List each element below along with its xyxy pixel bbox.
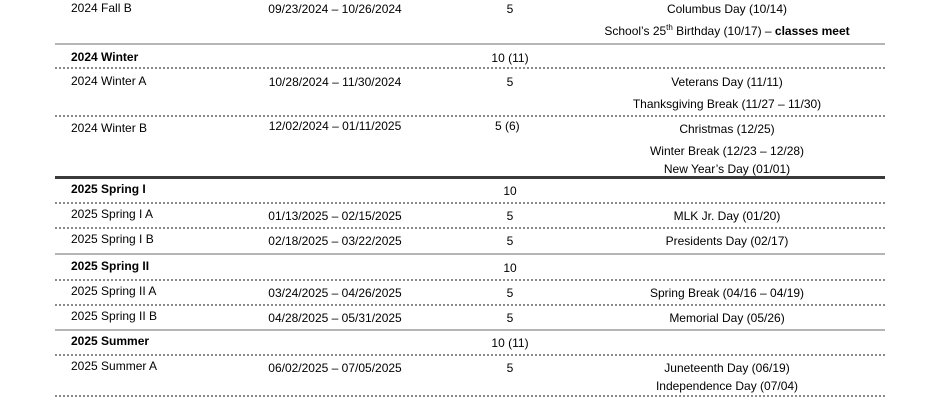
term-dates: 09/23/2024 – 10/26/2024 [268,2,402,16]
section-divider [55,253,885,255]
term-dates: 06/02/2025 – 07/05/2025 [268,361,402,375]
term-name: 2025 Spring I B [71,232,154,246]
section-title: 2025 Summer [71,334,150,348]
term-weeks: 5 [506,286,514,300]
row-divider [55,227,885,229]
holiday: Juneteenth Day (06/19) [664,361,790,375]
term-dates: 10/28/2024 – 11/30/2024 [268,75,402,89]
section-divider [55,329,885,331]
row-divider [55,115,885,117]
term-weeks: 5 [506,234,514,248]
term-weeks: 10 [503,184,517,198]
term-name: 2024 Winter B [71,121,148,135]
term-name: 2025 Spring II A [71,284,157,298]
term-weeks: 10 (11) [491,51,529,65]
term-weeks: 5 [506,361,514,375]
holiday: Spring Break (04/16 – 04/19) [649,286,805,300]
term-dates: 01/13/2025 – 02/15/2025 [268,209,402,223]
row-divider [55,67,885,69]
term-weeks: 5 [506,209,514,223]
row-divider [55,279,885,281]
birthday-note: School’s 25th Birthday (10/17) – classes meet [604,23,850,38]
holiday: MLK Jr. Day (01/20) [673,209,781,223]
term-weeks: 5 [506,2,514,16]
term-dates: 04/28/2025 – 05/31/2025 [268,311,402,325]
term-name: 2025 Summer A [71,359,158,373]
holiday: Christmas (12/25) [679,122,775,136]
term-dates: 12/02/2024 – 01/11/2025 [268,119,402,133]
holiday: Columbus Day (10/14) [666,2,788,16]
term-dates: 02/18/2025 – 03/22/2025 [268,234,402,248]
section-title: 2024 Winter [71,50,139,64]
term-weeks: 5 [506,311,514,325]
term-weeks: 10 [503,261,517,275]
row-divider [55,304,885,306]
holiday: Independence Day (07/04) [655,379,799,393]
term-dates: 03/24/2025 – 04/26/2025 [268,286,402,300]
row-divider [55,395,885,397]
holiday: Thanksgiving Break (11/27 – 11/30) [632,97,822,111]
holiday: Presidents Day (02/17) [665,234,789,248]
section-divider [55,43,885,45]
row-divider [55,354,885,356]
term-name: 2024 Winter A [71,74,147,88]
term-name: 2025 Spring II B [71,309,158,323]
term-weeks: 10 (11) [491,336,529,350]
holiday: New Year’s Day (01/01) [663,162,791,176]
term-weeks: 5 (6) [495,119,520,133]
term-name: 2025 Spring I A [71,207,154,221]
holiday: Memorial Day (05/26) [669,311,785,325]
term-weeks: 5 [506,75,514,89]
section-title: 2025 Spring II [71,259,150,273]
holiday: Winter Break (12/23 – 12/28) [649,144,805,158]
row-divider [55,202,885,204]
section-title: 2025 Spring I [71,182,146,196]
holiday: Veterans Day (11/11) [671,75,783,89]
term-name: 2024 Fall B [71,1,132,15]
term-group-divider [55,176,885,179]
